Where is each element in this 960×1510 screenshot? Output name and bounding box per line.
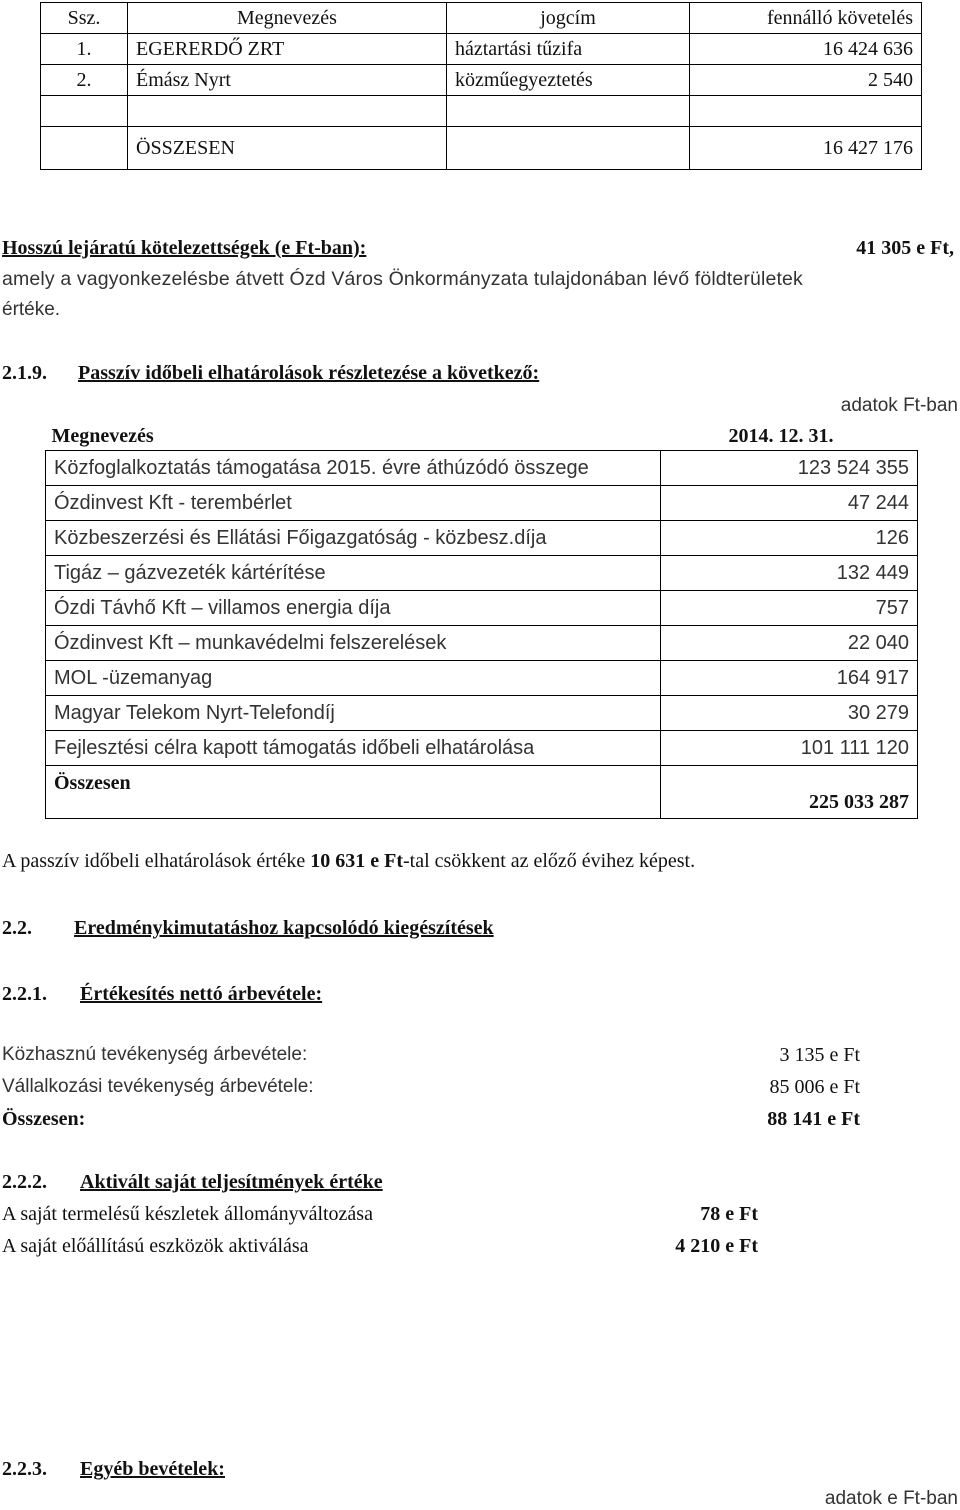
- empty-cell: [41, 127, 128, 170]
- row-name: Magyar Telekom Nyrt-Telefondíj: [46, 696, 661, 731]
- section-number: 2.2.3.: [2, 1458, 47, 1480]
- row-name: Ózdinvest Kft - terembérlet: [46, 486, 661, 521]
- revenue-total-label: Összesen:: [2, 1108, 86, 1130]
- row-name: Ózdinvest Kft – munkavédelmi felszerelések: [46, 626, 661, 661]
- revenue-total-value: 88 141 e Ft: [767, 1108, 860, 1130]
- row-value: 132 449: [661, 556, 918, 591]
- row-title: háztartási tűzifa: [447, 34, 690, 65]
- long-term-desc-end: értéke.: [2, 299, 61, 320]
- table-row: [46, 696, 918, 731]
- table-total-row: [41, 127, 922, 170]
- activated-value: 78 e Ft: [700, 1203, 758, 1225]
- table-header-row: [41, 3, 922, 34]
- row-no: 1.: [41, 34, 128, 65]
- section-title: Passzív időbeli elhatárolások részletezése a következő:: [78, 362, 540, 384]
- table-row: [46, 626, 918, 661]
- revenue-label: Közhasznú tevékenység árbevétele:: [2, 1044, 308, 1065]
- table-total-row: [46, 766, 918, 819]
- section-number: 2.2.1.: [2, 983, 47, 1005]
- empty-cell: [447, 127, 690, 170]
- table-row: [46, 661, 918, 696]
- section-title: Aktivált saját teljesítmények értéke: [80, 1171, 383, 1193]
- table-row: [46, 521, 918, 556]
- row-name: Émász Nyrt: [128, 65, 447, 96]
- row-value: 22 040: [661, 626, 918, 661]
- section-title: Értékesítés nettó árbevétele:: [80, 983, 323, 1005]
- empty-cell: [690, 96, 922, 127]
- section-number: 2.2.: [2, 917, 32, 939]
- table-row: [46, 486, 918, 521]
- total-value: 16 427 176: [690, 127, 922, 170]
- row-value: 126: [661, 521, 918, 556]
- row-value: 757: [661, 591, 918, 626]
- total-label: ÖSSZESEN: [128, 127, 447, 170]
- header-name: Megnevezés: [128, 3, 447, 34]
- table-row: [46, 556, 918, 591]
- revenue-value: 3 135 e Ft: [779, 1044, 860, 1066]
- row-value: 47 244: [661, 486, 918, 521]
- header-title: jogcím: [447, 3, 690, 34]
- header-date: 2014. 12. 31.: [728, 424, 834, 447]
- section-number: 2.2.2.: [2, 1171, 47, 1193]
- empty-cell: [447, 96, 690, 127]
- row-title: közműegyeztetés: [447, 65, 690, 96]
- row-name: Közfoglalkoztatás támogatása 2015. évre áthúzódó összege: [46, 451, 661, 486]
- table-row: [41, 34, 922, 65]
- revenue-value: 85 006 e Ft: [769, 1076, 860, 1098]
- activated-label: A saját előállítású eszközök aktiválása: [2, 1235, 309, 1257]
- activated-value: 4 210 e Ft: [675, 1235, 758, 1257]
- note-text-end: -tal csökkent az előző évihez képest.: [403, 850, 696, 872]
- table-row: [46, 591, 918, 626]
- table-row: [46, 731, 918, 766]
- unit-label: adatok e Ft-ban: [824, 1488, 958, 1509]
- table-row-empty: [41, 96, 922, 127]
- row-name: EGERERDŐ ZRT: [128, 34, 447, 65]
- row-amount: 2 540: [690, 65, 922, 96]
- row-value: 30 279: [661, 696, 918, 731]
- passive-table: [45, 422, 918, 819]
- long-term-label: Hosszú lejáratú kötelezettségek (e Ft-ban):: [2, 237, 367, 259]
- note-text: A passzív időbeli elhatárolások értéke: [2, 850, 311, 872]
- passive-note: [2, 850, 695, 873]
- row-value: 101 111 120: [661, 731, 918, 766]
- header-name: Megnevezés: [51, 424, 154, 447]
- debt-table: [40, 2, 922, 170]
- row-amount: 16 424 636: [690, 34, 922, 65]
- unit-label: adatok Ft-ban: [840, 395, 958, 416]
- row-value: 123 524 355: [661, 451, 918, 486]
- table-header-row: [46, 422, 918, 451]
- long-term-value: 41 305 e Ft,: [856, 237, 954, 259]
- header-amount: fennálló követelés: [690, 3, 922, 34]
- row-no: 2.: [41, 65, 128, 96]
- section-number: 2.1.9.: [2, 362, 47, 384]
- table-row: [46, 451, 918, 486]
- note-amount: 10 631 e Ft: [310, 850, 403, 872]
- header-no: Ssz.: [41, 3, 128, 34]
- total-label: Összesen: [46, 766, 661, 819]
- section-title: Egyéb bevételek:: [80, 1458, 225, 1480]
- revenue-label: Vállalkozási tevékenység árbevétele:: [2, 1076, 314, 1097]
- table-row: [41, 65, 922, 96]
- empty-cell: [41, 96, 128, 127]
- long-term-desc: amely a vagyonkezelésbe átvett Ózd Város Önkormányzata tulajdonában lévő földterületek: [2, 268, 803, 290]
- row-name: Ózdi Távhő Kft – villamos energia díja: [46, 591, 661, 626]
- activated-label: A saját termelésű készletek állományváltozása: [2, 1203, 373, 1225]
- row-value: 164 917: [661, 661, 918, 696]
- row-name: Tigáz – gázvezeték kártérítése: [46, 556, 661, 591]
- total-value: 225 033 287: [661, 766, 918, 819]
- empty-cell: [128, 96, 447, 127]
- row-name: MOL -üzemanyag: [46, 661, 661, 696]
- row-name: Fejlesztési célra kapott támogatás időbeli elhatárolása: [46, 731, 661, 766]
- section-title: Eredménykimutatáshoz kapcsolódó kiegészítések: [74, 917, 494, 939]
- row-name: Közbeszerzési és Ellátási Főigazgatóság - közbesz.díja: [46, 521, 661, 556]
